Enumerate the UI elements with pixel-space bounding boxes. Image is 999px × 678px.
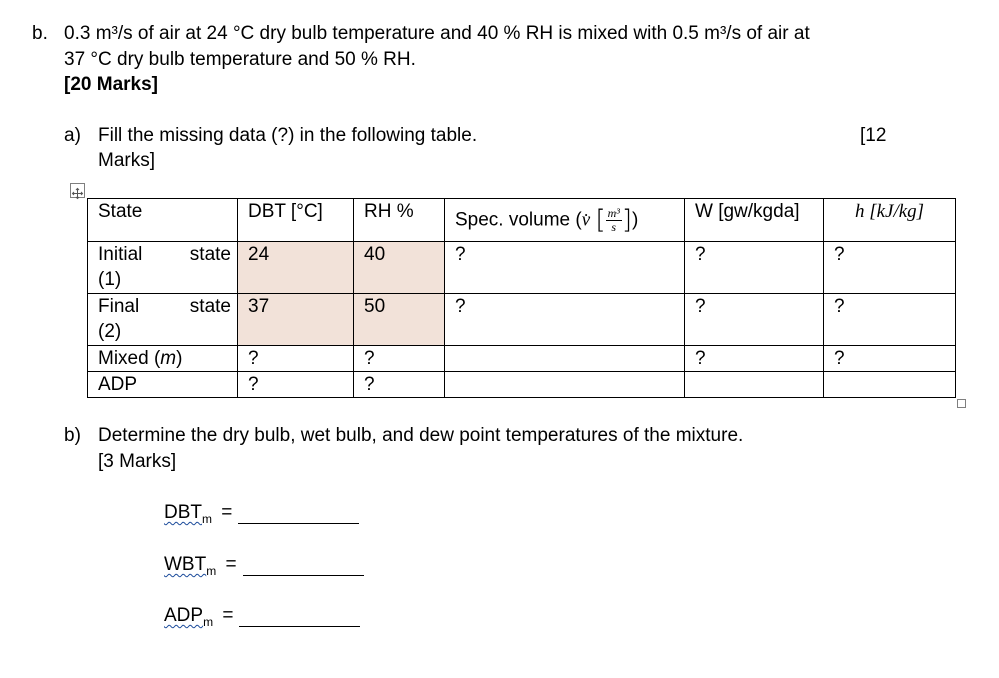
cell-rh: 50	[354, 294, 445, 346]
cell-rh: ?	[354, 346, 445, 372]
part-b-marks: [3 Marks]	[98, 451, 177, 472]
table-row	[88, 372, 956, 398]
answer-dbt-blank[interactable]	[238, 503, 359, 524]
answer-wbt-blank[interactable]	[243, 555, 364, 576]
cell-dbt: ?	[238, 346, 354, 372]
part-a-marks-close: Marks]	[98, 150, 155, 171]
cell-spec-volume: ?	[445, 242, 685, 294]
cell-state: Initial state (1)	[88, 242, 238, 294]
part-a-label: a)	[64, 125, 81, 146]
cell-h: ?	[824, 346, 956, 372]
cell-dbt: ?	[238, 372, 354, 398]
cell-dbt: 37	[238, 294, 354, 346]
data-table	[87, 198, 956, 398]
answer-dbt: $DBT_m$ =	[164, 502, 359, 524]
question-marks: [20 Marks]	[64, 74, 158, 95]
answer-dbt-label: $DBT_m$	[164, 502, 212, 526]
cell-spec-volume	[445, 346, 685, 372]
cell-dbt: 24	[238, 242, 354, 294]
header-spec-volume: Spec. volume (v̇ [ $\frac{\text{m³}}{s}$ ])	[445, 199, 685, 242]
part-b-text: Determine the dry bulb, wet bulb, and dew point temperatures of the mixture.	[98, 425, 744, 446]
cell-rh: 40	[354, 242, 445, 294]
table-row	[88, 294, 956, 346]
cell-state: Final state (2)	[88, 294, 238, 346]
answer-adp-blank[interactable]	[239, 606, 360, 627]
answer-adp-label: $ADP_m$	[164, 605, 214, 629]
table-row	[88, 242, 956, 294]
part-a-text: Fill the missing data (?) in the following table.	[98, 125, 478, 146]
answer-adp: $ADP_m$ =	[164, 605, 360, 627]
cell-state: ADP	[88, 372, 238, 398]
part-a-marks-open: [12	[860, 125, 887, 146]
question-label: b.	[32, 23, 48, 44]
part-b-label: b)	[64, 425, 81, 446]
table-resize-handle[interactable]	[957, 399, 966, 408]
cell-spec-volume: ?	[445, 294, 685, 346]
cell-h: ?	[824, 294, 956, 346]
header-h: h [kJ/kg]	[824, 199, 956, 242]
header-dbt: DBT [°C]	[238, 199, 354, 242]
answer-wbt-label: $WBT_m$	[164, 554, 217, 578]
header-state: State	[88, 199, 238, 242]
cell-state: Mixed (m)	[88, 346, 238, 372]
table-move-handle[interactable]	[70, 183, 85, 198]
table-row	[88, 346, 956, 372]
question-line-2: 37 °C dry bulb temperature and 50 % RH.	[64, 49, 416, 70]
table-header-row	[88, 199, 956, 242]
cell-w	[685, 372, 824, 398]
cell-h	[824, 372, 956, 398]
cell-w: ?	[685, 294, 824, 346]
header-w: W [gw/kgda]	[685, 199, 824, 242]
answer-wbt: $WBT_m$ =	[164, 554, 364, 576]
move-arrows-icon	[71, 187, 84, 200]
header-rh: RH %	[354, 199, 445, 242]
question-line-1: 0.3 m³/s of air at 24 °C dry bulb temperature and 40 % RH is mixed with 0.5 m³/s of air at	[64, 23, 810, 44]
cell-h: ?	[824, 242, 956, 294]
cell-spec-volume	[445, 372, 685, 398]
cell-w: ?	[685, 242, 824, 294]
cell-rh: ?	[354, 372, 445, 398]
cell-w: ?	[685, 346, 824, 372]
